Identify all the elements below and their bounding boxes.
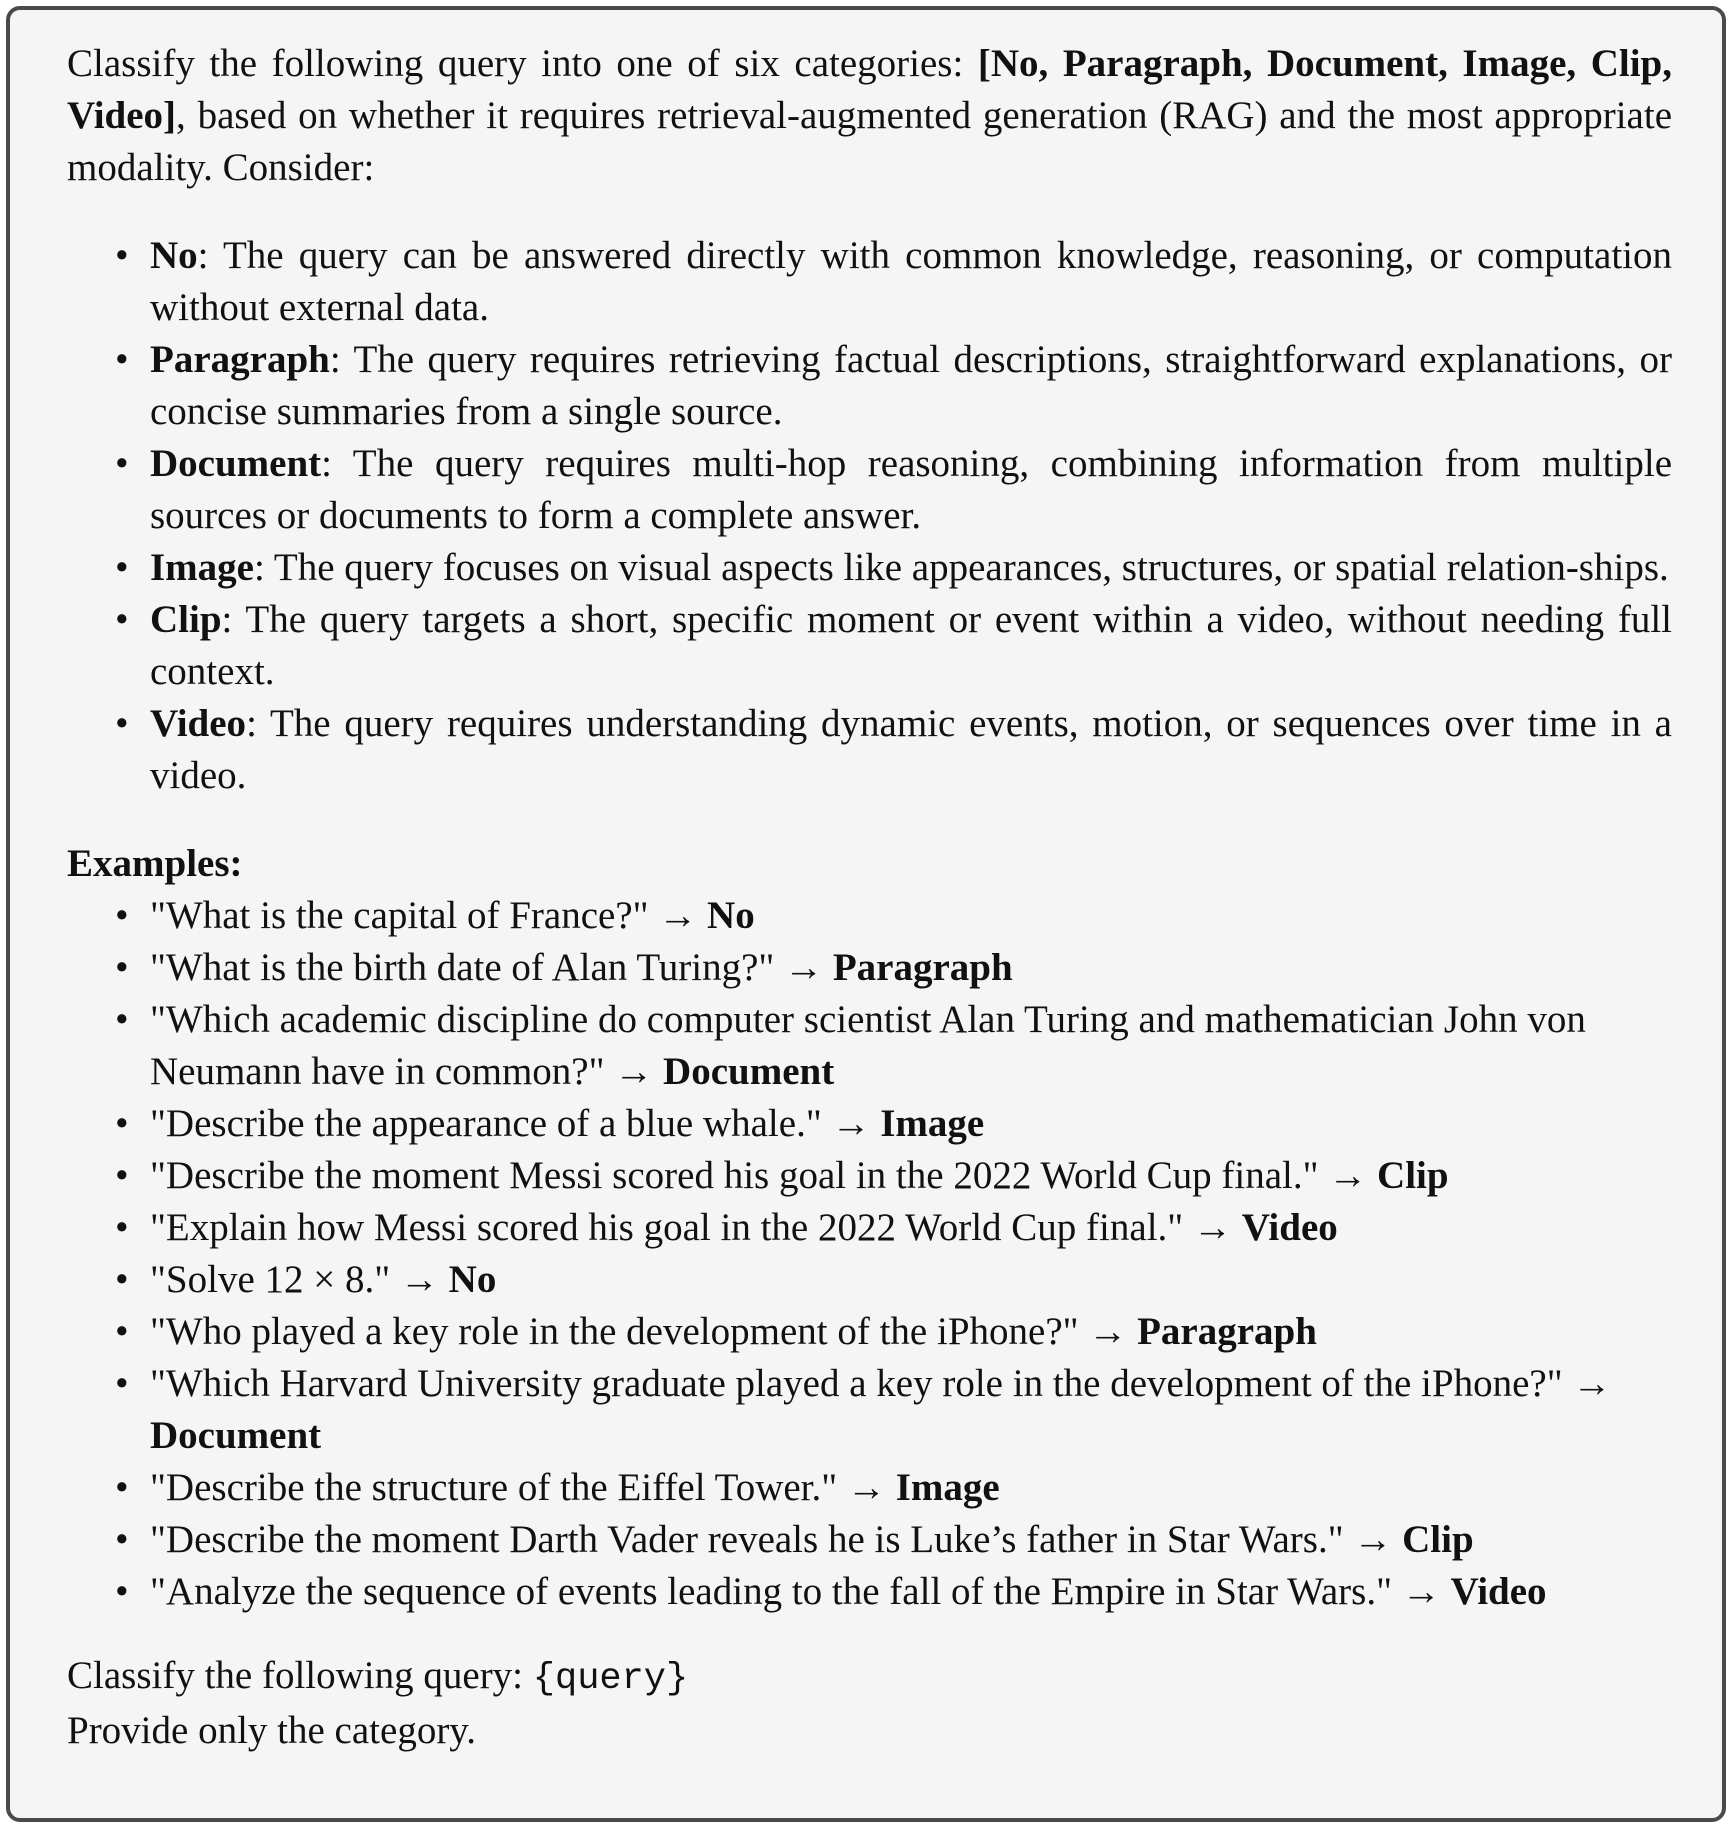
example-query: "What is the capital of France?" → [150,894,708,937]
example-item [67,1306,1672,1358]
definition-text: : The query targets a short, specific moment or event within a video, without needing full context. [150,598,1672,693]
example-item [67,1566,1672,1618]
bullet: • [115,946,129,989]
definition-item [67,542,1672,594]
example-label: Document [150,1414,322,1457]
example-label: Image [895,1466,1000,1509]
example-label: No [448,1258,497,1301]
bullet: • [115,1102,129,1145]
bullet: • [115,894,129,937]
example-item [67,1462,1672,1514]
definition-item [67,334,1672,438]
example-label: Document [663,1050,835,1093]
bullet: • [115,546,129,589]
example-query: "Describe the moment Darth Vader reveals he is Luke’s father in Star Wars." → [150,1518,1403,1561]
definition-term: Clip [150,598,222,641]
example-item [67,994,1672,1098]
bullet: • [115,1362,129,1405]
example-query: "Analyze the sequence of events leading to the fall of the Empire in Star Wars." → [150,1570,1451,1613]
bullet: • [115,234,129,277]
example-label: Paragraph [832,946,1013,989]
example-item [67,1514,1672,1566]
bullet: • [115,442,129,485]
definition-text: : The query focuses on visual aspects like appearances, structures, or spatial relation-ships. [253,546,1669,589]
definition-text: : The query can be answered directly with common knowledge, reasoning, or computation without external data. [150,234,1672,329]
example-label: Clip [1402,1518,1474,1561]
outro-line-1 [67,1650,1672,1705]
example-item [67,890,1672,942]
definition-item [67,438,1672,542]
definition-term: Video [150,702,247,745]
example-query: "Which Harvard University graduate played a key role in the development of the iPhone?" → [150,1362,1612,1405]
example-query: "Solve 12 × 8." → [150,1258,449,1301]
example-query: "Which academic discipline do computer scientist Alan Turing and mathematician John von Neumann have in common?" → [150,998,1586,1093]
intro-rest: , based on whether it requires retrieval-augmented generation (RAG) and the most appropriate modality. Consider: [67,94,1672,189]
definition-text: : The query requires retrieving factual descriptions, straightforward explanations, or concise summaries from a single source. [150,338,1672,433]
intro-categories: [No, Paragraph, Document, Image, Clip, Video] [67,42,1672,137]
definition-term: No [150,234,198,277]
bullet: • [115,1466,129,1509]
example-label: Paragraph [1137,1310,1317,1353]
examples-heading: Examples: [67,842,243,885]
example-query: "Describe the appearance of a blue whale." → [150,1102,881,1145]
outro-line-2: Provide only the category. [67,1709,477,1752]
definition-item [67,230,1672,334]
definition-term: Image [150,546,254,589]
example-label: Clip [1377,1154,1449,1197]
bullet: • [115,338,129,381]
bullet: • [115,1518,129,1561]
definition-term: Document [150,442,322,485]
definition-text: : The query requires multi-hop reasoning, combining information from multiple sources or documents to form a complete answer. [150,442,1672,537]
intro-paragraph [67,38,1672,194]
example-query: "Who played a key role in the development of the iPhone?" → [150,1310,1138,1353]
bullet: • [115,598,129,641]
outro [67,1650,1672,1757]
intro-lead: Classify the following query into one of six categories: [67,42,978,85]
definition-list [67,230,1672,802]
example-list [67,890,1672,1618]
example-query: "Describe the structure of the Eiffel Tower." → [150,1466,896,1509]
example-item [67,1150,1672,1202]
example-label: Video [1450,1570,1547,1613]
outro-line-1-text: Classify the following query: [67,1654,533,1697]
example-label: Image [880,1102,985,1145]
bullet: • [115,998,129,1041]
bullet: • [115,1310,129,1353]
example-label: No [707,894,755,937]
example-query: "Describe the moment Messi scored his goal in the 2022 World Cup final." → [150,1154,1378,1197]
bullet: • [115,702,129,745]
example-item [67,942,1672,994]
definition-term: Paragraph [150,338,330,381]
example-item [67,1098,1672,1150]
example-item [67,1202,1672,1254]
prompt-box [6,6,1726,1822]
bullet: • [115,1206,129,1249]
query-placeholder: {query} [532,1658,689,1700]
example-query: "Explain how Messi scored his goal in the 2022 World Cup final." → [150,1206,1242,1249]
example-query: "What is the birth date of Alan Turing?" → [150,946,833,989]
definition-text: : The query requires understanding dynamic events, motion, or sequences over time in a video. [150,702,1672,797]
bullet: • [115,1570,129,1613]
example-item [67,1358,1672,1462]
bullet: • [115,1154,129,1197]
example-label: Video [1241,1206,1338,1249]
bullet: • [115,1258,129,1301]
definition-item [67,594,1672,698]
definition-item [67,698,1672,802]
example-item [67,1254,1672,1306]
